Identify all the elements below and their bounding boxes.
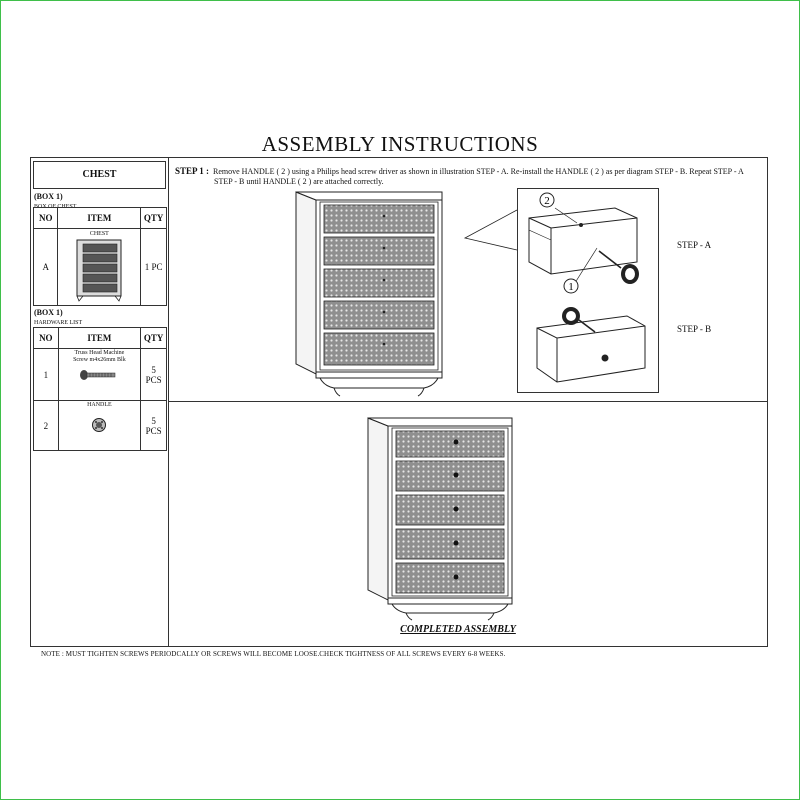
row-qty: 5 PCS: [141, 401, 167, 451]
callout-2: 2: [544, 195, 550, 207]
table-row: [34, 401, 167, 451]
table-row: [34, 349, 167, 401]
box-parts-table: [33, 207, 167, 306]
parts-header: CHEST: [33, 161, 166, 189]
panel-divider: [168, 157, 169, 647]
page-title: ASSEMBLY INSTRUCTIONS: [261, 132, 539, 156]
col-no: NO: [34, 328, 59, 349]
col-no: NO: [34, 208, 58, 229]
detail-pointer: [465, 210, 525, 250]
row-qty: 5 PCS: [141, 349, 167, 401]
row-item: CHEST: [58, 229, 141, 306]
handle-knob-icon: [91, 417, 107, 433]
col-item: ITEM: [58, 208, 141, 229]
maintenance-note: NOTE : MUST TIGHTEN SCREWS PERIODCALLY OR SCREWS WILL BECOME LOOSE.CHECK TIGHTNESS OF ALL SCREWS EVERY 6-8 WEEKS.: [41, 650, 506, 658]
completed-assembly-caption: COMPLETED ASSEMBLY: [400, 624, 516, 635]
step-a-label: STEP - A: [677, 240, 712, 250]
hardware-box-label: (BOX 1) HARDWARE LIST: [34, 308, 83, 326]
row-no: 1: [34, 349, 59, 401]
row-no: 2: [34, 401, 59, 451]
completed-assembly-illustration: [366, 414, 526, 624]
step-divider: [168, 401, 768, 402]
row-item: Truss Head Machine Screw m4x26mm Blk: [58, 349, 141, 401]
step-b-label: STEP - B: [677, 324, 712, 334]
chest-thumbnail-image: [69, 238, 129, 302]
box1-label: (BOX 1) BOX OF CHEST: [34, 192, 77, 210]
row-qty: 1 PC: [141, 229, 167, 306]
screw-icon: [79, 368, 119, 382]
col-qty: QTY: [141, 328, 167, 349]
row-no: A: [34, 229, 58, 306]
col-item: ITEM: [58, 328, 141, 349]
col-qty: QTY: [141, 208, 167, 229]
hardware-table: [33, 327, 167, 451]
table-row: [34, 229, 167, 306]
callout-1: 1: [568, 281, 574, 293]
chest-illustration-step1: [294, 188, 464, 403]
row-item: HANDLE: [58, 401, 141, 451]
step1-instructions: STEP 1 : Remove HANDLE ( 2 ) using a Philips head screw driver as shown in illustration STEP - A. Re-install the HANDLE ( 2 ) as per diagram STEP - B. Repeat STEP - A STEP - B until HANDLE ( 2 ) are attached correctly.: [175, 166, 744, 186]
drawer-detail-illustration: [517, 188, 659, 393]
